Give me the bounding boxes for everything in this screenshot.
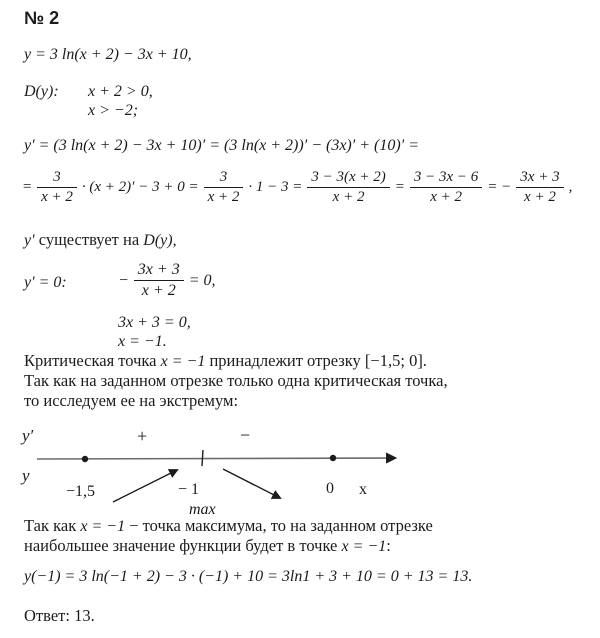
plus-sign: +	[137, 426, 148, 446]
equation-step-2: x = −1.	[118, 333, 167, 350]
increasing-arrow-icon	[113, 470, 177, 502]
function-axis-label: y	[22, 466, 30, 485]
fraction	[37, 168, 77, 207]
fraction	[307, 168, 389, 207]
text-fragment: принадлежит отрезку [−1,5; 0].	[205, 351, 427, 370]
analysis-line-3: то исследуем ее на экстремум:	[24, 391, 239, 410]
critical-point-label: − 1	[178, 481, 200, 498]
evaluation-line: y(−1) = 3 ln(−1 + 2) − 3 · (−1) + 10 = 3ln1 + 3 + 10 = 0 + 13 = 13.	[24, 568, 473, 585]
equation-step-1: 3x + 3 = 0,	[118, 314, 191, 331]
fraction-numerator: 3x + 3	[134, 260, 184, 281]
math-fragment: = −	[487, 178, 512, 195]
math-fragment: y′	[24, 232, 35, 249]
number-line	[37, 458, 395, 459]
math-fragment: x = −1	[160, 353, 206, 370]
text-fragment: :	[386, 536, 391, 555]
analysis-line-1	[24, 351, 427, 371]
endpoint-dot-left	[82, 456, 88, 462]
conclusion-line-2	[24, 536, 391, 556]
fraction-numerator: 3 − 3(x + 2)	[307, 168, 389, 188]
fraction-numerator: 3 − 3x − 6	[410, 168, 482, 188]
max-label: max	[189, 501, 216, 518]
analysis-line-2: Так как на заданном отрезке только одна критическая точка,	[24, 371, 448, 390]
math-fragment: · (x + 2)′ − 3 + 0 =	[81, 178, 199, 195]
function-definition: y = 3 ln(x + 2) − 3x + 10,	[24, 46, 192, 63]
text-fragment: Критическая точка	[24, 351, 161, 370]
minus-sign: −	[240, 425, 251, 445]
derivative-axis-label: y′	[22, 426, 34, 445]
math-fragment: · 1 − 3 =	[248, 178, 303, 195]
fraction-denominator: x + 2	[41, 188, 73, 205]
answer-line: Ответ: 13.	[24, 606, 95, 625]
fraction-numerator: 3	[204, 168, 244, 188]
math-fragment: ,	[568, 178, 573, 195]
math-fragment: x = −1	[80, 518, 126, 535]
derivative-line-1: y′ = (3 ln(x + 2) − 3x + 10)′ = (3 ln(x + 2))′ − (3x)′ + (10)′ =	[24, 137, 420, 154]
sign-diagram-canvas	[0, 420, 600, 520]
math-fragment: D(y),	[143, 232, 177, 249]
endpoint-dot-right	[330, 455, 336, 461]
fraction	[410, 168, 482, 207]
left-bound-label: −1,5	[66, 483, 96, 500]
equals-sign: =	[394, 178, 405, 195]
critical-point-tick	[202, 450, 203, 466]
fraction-denominator: x + 2	[430, 188, 462, 205]
decreasing-arrow-icon	[223, 469, 280, 498]
fraction-numerator: 3	[37, 168, 77, 188]
x-axis-label: x	[359, 481, 367, 498]
right-bound-label: 0	[326, 480, 334, 497]
fraction	[134, 260, 184, 301]
fraction-denominator: x + 2	[332, 188, 365, 205]
math-fragment: x = −1	[341, 538, 387, 555]
equation-row	[118, 260, 216, 301]
minus-sign: −	[118, 271, 129, 289]
problem-number: № 2	[24, 8, 60, 28]
domain-label: D(y):	[24, 83, 59, 100]
math-fragment: = 0,	[188, 271, 216, 289]
conclusion-line-1	[24, 516, 433, 536]
derivative-line-2	[22, 168, 572, 207]
fraction-denominator: x + 2	[141, 282, 176, 299]
text-fragment: существует на	[34, 230, 144, 249]
text-fragment: наибольшее значение функции будет в точке	[24, 536, 342, 555]
domain-condition-1: x + 2 > 0,	[88, 83, 153, 100]
sign-diagram	[0, 420, 600, 525]
domain-condition-2: x > −2;	[88, 102, 139, 119]
fraction-denominator: x + 2	[207, 188, 240, 205]
equals-sign: =	[22, 178, 33, 195]
fraction	[516, 168, 563, 207]
text-fragment: Так как	[24, 516, 81, 535]
derivative-exists-line	[24, 230, 177, 250]
fraction-numerator: 3x + 3	[516, 168, 563, 188]
fraction	[204, 168, 244, 207]
text-fragment: − точка максимума, то на заданном отрезке	[125, 516, 433, 535]
equation-label: y′ = 0:	[24, 274, 67, 291]
fraction-denominator: x + 2	[524, 188, 556, 205]
